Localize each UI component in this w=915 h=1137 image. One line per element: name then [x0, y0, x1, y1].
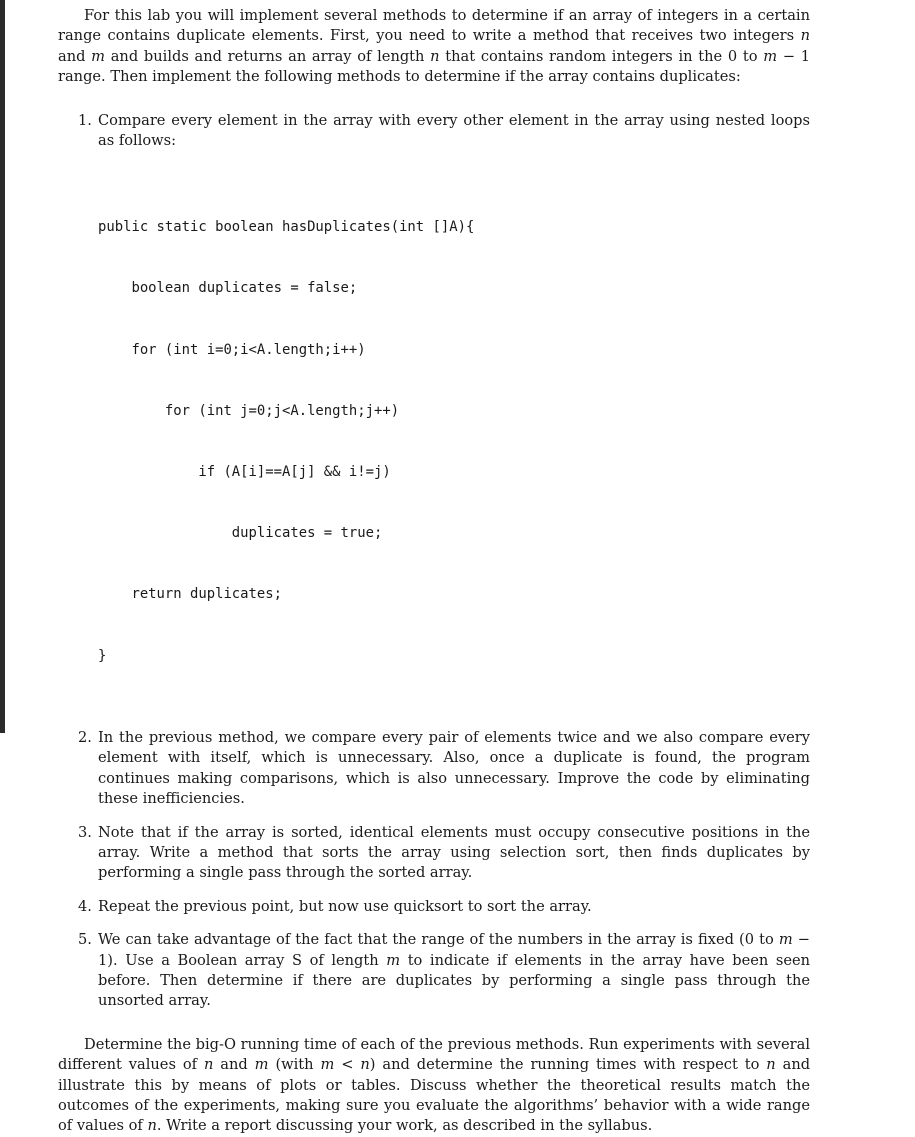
task-number: 4.	[78, 897, 92, 915]
code-line: for (int i=0;i<A.length;i++)	[98, 341, 366, 358]
intro-line: implement the following methods to determine if the array contains duplicates:	[152, 68, 741, 86]
intro-text: and	[110, 47, 139, 65]
closing-text: (with	[275, 1056, 314, 1074]
math-var: m	[763, 47, 778, 65]
intro-text: builds and returns an array of length	[143, 47, 425, 65]
intro-paragraph	[58, 6, 810, 88]
task-number: 5.	[78, 931, 92, 949]
closing-text: this by means of plots or tables. Discuss whether the theoretical results match the outcomes of the	[58, 1076, 810, 1114]
document-page	[58, 6, 810, 1137]
task-item-5	[58, 930, 810, 1012]
task-text: In the previous method, we compare every pair of elements twice and we also compare every element	[98, 728, 810, 767]
task-text: comparisons, which is also unnecessary. Improve the code by eliminating these inefficiencies.	[98, 769, 811, 808]
task-text: with itself, which is unnecessary. Also, once a duplicate is found, the program continues making	[98, 749, 811, 787]
code-line: return duplicates;	[98, 586, 282, 603]
left-edge-bar	[0, 0, 5, 733]
closing-text: and illustrate	[58, 1056, 811, 1094]
task-text: Write a method that sorts the array using selection sort, then finds duplicates by performing a single	[98, 843, 810, 882]
task-text: follows:	[118, 132, 177, 150]
task-item-4	[58, 897, 810, 917]
code-line: duplicates = true;	[98, 525, 383, 542]
math-expression: m < n	[320, 1056, 370, 1074]
task-text: Note that if the array is sorted, identical elements must occupy consecutive positions in the array.	[98, 823, 810, 861]
task-item-3	[58, 823, 810, 884]
task-text: − 1).	[98, 931, 811, 969]
code-line: }	[98, 647, 107, 664]
closing-text: ) and determine the running times with respect to	[369, 1056, 760, 1074]
math-var: m	[254, 1056, 269, 1074]
intro-text: and	[58, 47, 86, 65]
intro-text: − 1 range. Then	[58, 47, 811, 86]
code-line: boolean duplicates = false;	[98, 280, 358, 297]
math-var: n	[766, 1056, 776, 1074]
code-line: for (int j=0;j<A.length;j++)	[98, 402, 400, 419]
task-number: 2.	[78, 728, 92, 746]
task-item-1	[58, 111, 810, 152]
closing-text: experiments, making sure you evaluate the algorithms’ behavior with a wide range of values of	[58, 1096, 811, 1135]
math-var: n	[430, 47, 440, 65]
intro-line: For this lab you will implement several methods to determine if an array of integers in a certain range	[58, 7, 810, 45]
task-number: 3.	[78, 823, 92, 841]
code-line: if (A[i]==A[j] && i!=j)	[98, 464, 391, 481]
code-block	[98, 176, 810, 706]
task-number: 1.	[78, 111, 92, 129]
code-block-item	[58, 176, 810, 706]
closing-text: different values of	[58, 1056, 198, 1074]
task-text: Use a Boolean array S of length	[125, 951, 379, 969]
task-text: pass through the sorted array.	[248, 864, 473, 882]
math-var: m	[386, 951, 401, 969]
closing-text: . Write a	[156, 1117, 220, 1135]
closing-text: Determine the big-O running time of each of the previous methods. Run experiments with several	[84, 1035, 810, 1053]
task-list	[58, 111, 810, 1012]
closing-paragraph	[58, 1035, 810, 1137]
closing-text: and	[220, 1056, 248, 1074]
math-var: m	[91, 47, 106, 65]
code-line: public static boolean hasDuplicates(int []A){	[98, 219, 475, 236]
task-text: to indicate if elements in the array have been seen before. Then	[98, 951, 811, 989]
math-var: n	[147, 1117, 157, 1135]
intro-text: that contains random integers in the 0 to	[445, 47, 758, 65]
task-item-2	[58, 728, 810, 810]
closing-text: report discussing your work, as described in the syllabus.	[224, 1117, 653, 1135]
intro-line: contains duplicate elements. First, you need to write a method that receives two integers	[107, 27, 795, 45]
task-text: We can take advantage of the fact that the range of the numbers in the array is fixed (0 to	[98, 931, 774, 949]
math-var: n	[800, 27, 811, 45]
task-text: determine if there are duplicates by performing a single pass through the unsorted array.	[98, 971, 810, 1010]
task-text: Compare every element in the array with every other element in the array using nested loops as	[98, 111, 810, 150]
task-text: Repeat the previous point, but now use quicksort to sort the array.	[98, 897, 592, 915]
math-var: n	[203, 1056, 214, 1074]
math-var: m	[778, 931, 793, 949]
